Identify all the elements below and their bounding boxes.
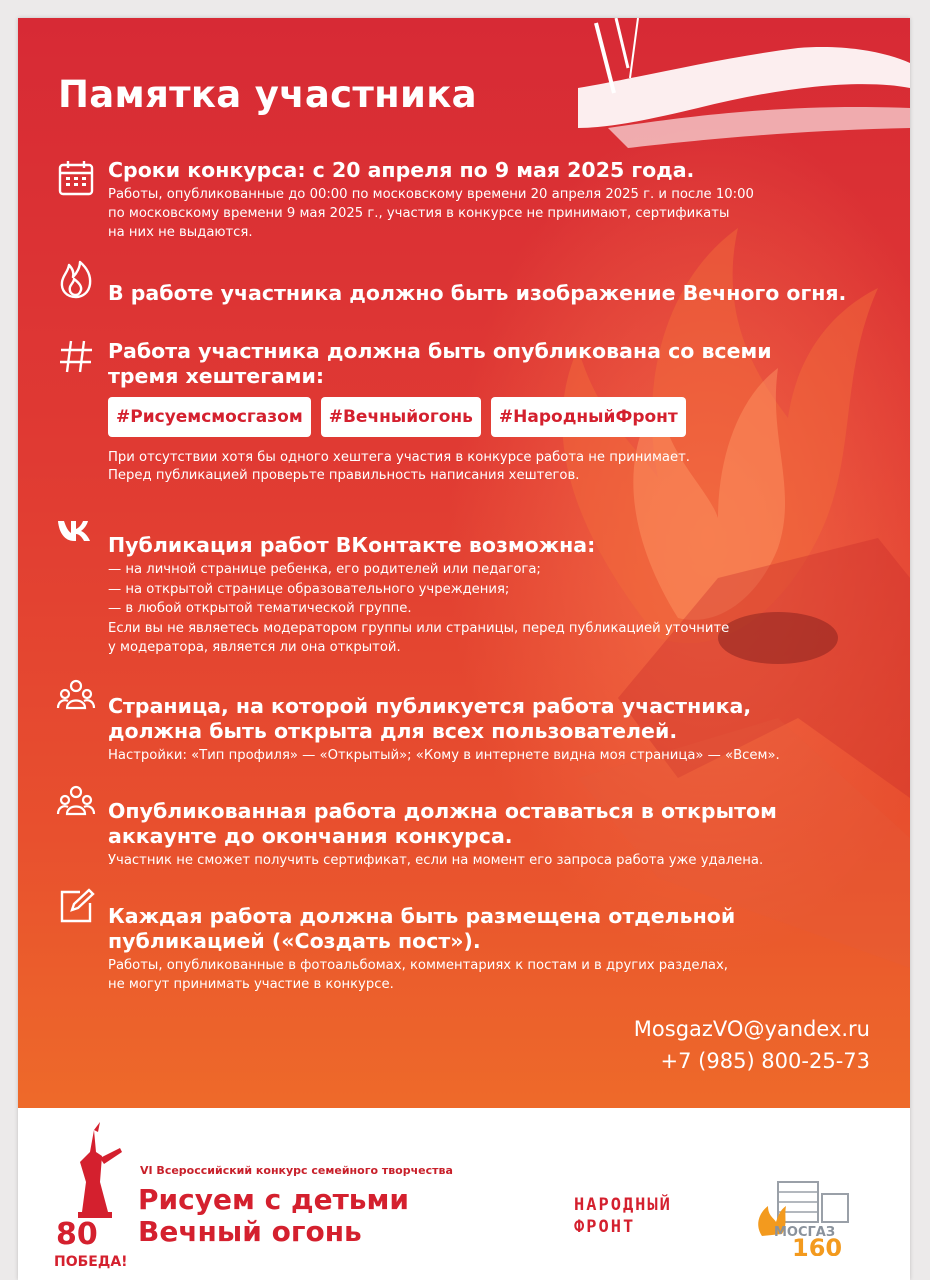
- contact-phone[interactable]: +7 (985) 800-25-73: [660, 1049, 870, 1073]
- pobeda-number: 80: [56, 1217, 98, 1252]
- flame-icon: [56, 260, 96, 300]
- pobeda-word: ПОБЕДА!: [54, 1254, 126, 1270]
- item-text: [108, 746, 780, 765]
- text-line: Работы, опубликованные до 00:00 по московскому времени 20 апреля 2025 г. и после 10:00: [108, 187, 754, 202]
- hashtag-badge: #НародныйФронт: [491, 397, 686, 437]
- hashtag-icon: [56, 336, 96, 376]
- item-heading: [108, 694, 780, 744]
- heading-line: Страница, на которой публикуется работа участника,: [108, 694, 752, 718]
- item-separate-post: [108, 904, 735, 994]
- item-heading: [108, 799, 777, 849]
- heading-line: аккаунте до окончания конкурса.: [108, 824, 513, 848]
- users-icon: [56, 674, 96, 714]
- item-dates: [108, 158, 754, 242]
- text-line: Участник не сможет получить сертификат, если на момент его запроса работа уже удалена.: [108, 853, 764, 868]
- text-line: — на личной странице ребенка, его родителей или педагога;: [108, 562, 541, 577]
- text-line: по московскому времени 9 мая 2025 г., участия в конкурсе не принимают, сертификаты: [108, 206, 730, 221]
- nf-line: НАРОДНЫЙ: [574, 1195, 672, 1215]
- mosgaz-number: 160: [792, 1234, 843, 1256]
- poster-main: [18, 18, 910, 1108]
- hashtag-list: [108, 397, 772, 437]
- contest-title-line: Рисуем с детьми: [138, 1183, 410, 1216]
- text-line: Перед публикацией проверьте правильность написания хештегов.: [108, 468, 580, 483]
- vk-icon: [56, 508, 96, 548]
- heading-line: Опубликованная работа должна оставаться в открытом: [108, 799, 777, 823]
- page-title: Памятка участника: [58, 73, 477, 116]
- item-heading: Публикация работ ВКонтакте возможна:: [108, 533, 596, 557]
- item-open-page: [108, 694, 780, 765]
- item-heading: [108, 339, 772, 389]
- text-line: у модератора, является ли она открытой.: [108, 640, 401, 655]
- item-heading: В работе участника должно быть изображение Вечного огня.: [108, 281, 847, 305]
- mosgaz-160-logo: [748, 1176, 868, 1260]
- item-vk: [108, 533, 729, 658]
- heading-line: публикацией («Создать пост»).: [108, 929, 481, 953]
- item-text: [108, 956, 735, 994]
- text-line: — в любой открытой тематической группе.: [108, 601, 412, 616]
- contacts: [634, 1013, 870, 1077]
- text-line: Если вы не являетесь модератором группы или страницы, перед публикацией уточните: [108, 620, 730, 636]
- pobeda-80-logo: [54, 1122, 126, 1276]
- item-flame: [108, 281, 846, 306]
- edit-icon: [56, 886, 96, 926]
- contact-email[interactable]: MosgazVO@yandex.ru: [633, 1017, 870, 1041]
- text-line: Работы, опубликованные в фотоальбомах, комментариях к постам и в других разделах,: [108, 958, 728, 973]
- item-heading: [108, 904, 735, 954]
- nf-line: ФРОНТ: [574, 1217, 636, 1237]
- item-text: [108, 851, 777, 870]
- narodny-front-logo: [574, 1194, 672, 1238]
- item-text: [108, 560, 729, 658]
- item-heading: Сроки конкурса: с 20 апреля по 9 мая 2025 года.: [108, 158, 695, 182]
- text-line: Настройки: «Тип профиля» — «Открытый»; «Кому в интернете видна моя страница» — «Всем».: [108, 748, 780, 763]
- calendar-icon: [56, 158, 96, 198]
- contest-title-line: Вечный огонь: [138, 1215, 362, 1248]
- text-line: — на открытой странице образовательного учреждения;: [108, 581, 510, 597]
- users-icon: [56, 780, 96, 820]
- item-keep-open: [108, 799, 777, 870]
- heading-line: тремя хештегами:: [108, 364, 325, 388]
- contest-title: [138, 1184, 409, 1248]
- item-text: [108, 449, 772, 485]
- heading-line: Работа участника должна быть опубликована со всеми: [108, 339, 772, 363]
- mosgaz-word: МОСГАЗ: [774, 1225, 836, 1240]
- poster-sheet: [18, 18, 910, 1280]
- heading-line: должна быть открыта для всех пользователей.: [108, 719, 678, 743]
- text-line: на них не выдаются.: [108, 225, 253, 240]
- contest-subtitle: VI Всероссийский конкурс семейного творчества: [140, 1164, 453, 1177]
- text-line: При отсутствии хотя бы одного хештега участия в конкурсе работа не принимает.: [108, 450, 690, 465]
- heading-line: Каждая работа должна быть размещена отдельной: [108, 904, 736, 928]
- hashtag-badge: #Рисуемсмосгазом: [108, 397, 311, 437]
- text-line: не могут принимать участие в конкурсе.: [108, 977, 394, 992]
- item-hashtags: [108, 339, 772, 485]
- hashtag-badge: #Вечныйогонь: [321, 397, 481, 437]
- item-text: [108, 185, 754, 242]
